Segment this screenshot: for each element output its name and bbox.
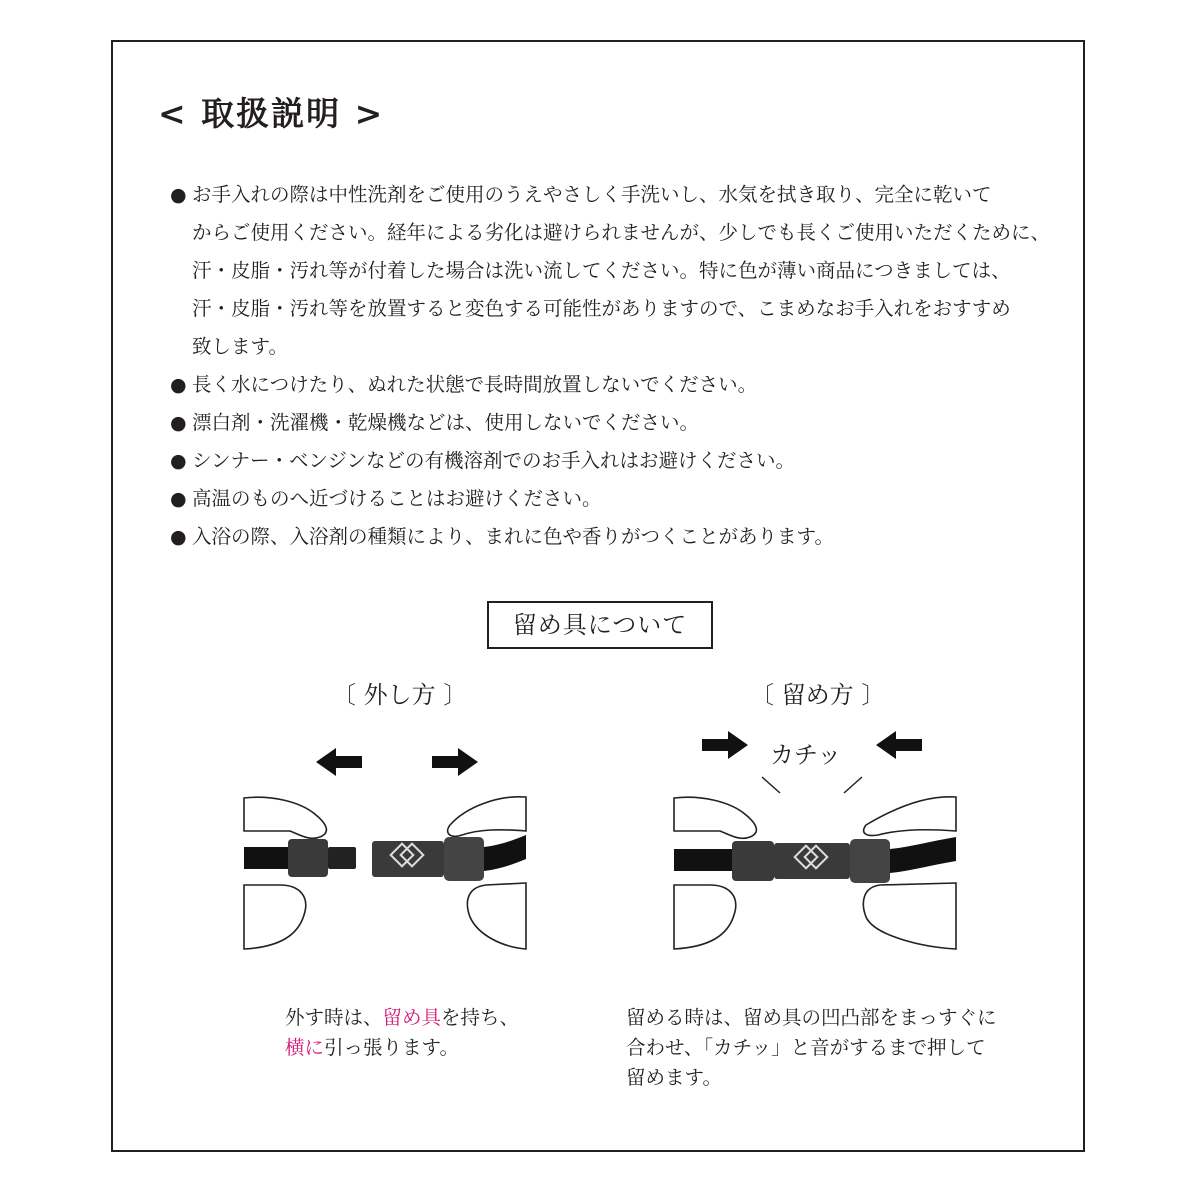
cord-left [674, 849, 734, 871]
attach-desc-line: 留める時は、留め具の凹凸部をまっすぐに [626, 1006, 997, 1029]
bullet-icon: ● [170, 526, 187, 548]
clasp-left-part [288, 839, 328, 877]
attach-desc-line: 合わせ、「カチッ」と音がするまで押して [626, 1036, 986, 1059]
left-hand [674, 797, 756, 838]
cord [244, 847, 292, 869]
care-line: 致します。 [192, 335, 288, 358]
care-line: 汗・皮脂・汚れ等が付着した場合は洗い流してください。特に色が薄い商品につきましては、 [192, 259, 1011, 282]
highlight-clasp: 留め具 [382, 1006, 442, 1029]
bullet-icon: ● [170, 374, 187, 396]
care-item [170, 480, 1050, 518]
care-item [170, 518, 1050, 556]
attach-illustration [670, 725, 960, 960]
bullet-icon: ● [170, 184, 187, 206]
sound-mark-right [844, 777, 862, 793]
arrow-right-icon [702, 731, 748, 759]
remove-desc-line-1: 外す時は、留め具を持ち、 [285, 1006, 520, 1029]
bullet-icon: ● [170, 488, 187, 510]
cord-right [484, 835, 526, 871]
page-title: < 取扱説明 > [158, 94, 385, 133]
right-hand [448, 797, 526, 836]
attach-desc-line: 留めます。 [626, 1066, 722, 1089]
care-line: 汗・皮脂・汚れ等を放置すると変色する可能性がありますので、こまめなお手入れをおすすめ [192, 297, 1011, 320]
care-line: 長く水につけたり、ぬれた状態で長時間放置しないでください。 [192, 373, 758, 396]
clasp-section-title: 留め具について [487, 601, 713, 649]
arrow-right-icon [432, 748, 478, 776]
cord-right [890, 837, 956, 873]
attach-description [626, 1003, 997, 1093]
clasp-right-collar [850, 839, 890, 883]
right-hand-bottom [467, 883, 526, 949]
highlight-sideways: 横に [285, 1036, 325, 1059]
care-item [170, 442, 1050, 480]
arrow-left-icon [876, 731, 922, 759]
clasp-right-collar [444, 837, 484, 881]
care-line: お手入れの際は中性洗剤をご使用のうえやさしく手洗いし、水気を拭き取り、完全に乾いて [192, 183, 992, 206]
remove-illustration [240, 735, 530, 960]
care-line: 入浴の際、入浴剤の種類により、まれに色や香りがつくことがあります。 [192, 525, 834, 548]
sound-mark-left [762, 777, 780, 793]
clasp-left-part [732, 841, 774, 881]
attach-method-title: 〔 留め方 〕 [750, 681, 886, 709]
right-hand-bottom [863, 883, 956, 949]
click-sound-text: カチッ [770, 741, 842, 769]
care-instructions [170, 176, 1050, 556]
left-hand [244, 797, 326, 838]
care-item [170, 366, 1050, 404]
care-line: シンナー・ベンジンなどの有機溶剤でのお手入れはお避けください。 [192, 449, 796, 472]
care-item [170, 404, 1050, 442]
right-hand [864, 797, 956, 836]
left-hand-bottom [674, 885, 736, 949]
remove-description [285, 1003, 519, 1063]
bullet-icon: ● [170, 450, 187, 472]
care-line: からご使用ください。経年による劣化は避けられませんが、少しでも長くご使用いただくために、 [192, 221, 1051, 244]
care-line: 高温のものへ近づけることはお避けください。 [192, 487, 602, 510]
remove-method-title: 〔 外し方 〕 [332, 681, 468, 709]
care-item [170, 176, 1050, 366]
remove-desc-line-2: 横に引っ張ります。 [285, 1036, 459, 1059]
arrow-left-icon [316, 748, 362, 776]
left-hand-bottom [244, 885, 306, 949]
bullet-icon: ● [170, 412, 187, 434]
care-line: 漂白剤・洗濯機・乾燥機などは、使用しないでください。 [192, 411, 700, 434]
clasp-left-pin [328, 847, 356, 869]
